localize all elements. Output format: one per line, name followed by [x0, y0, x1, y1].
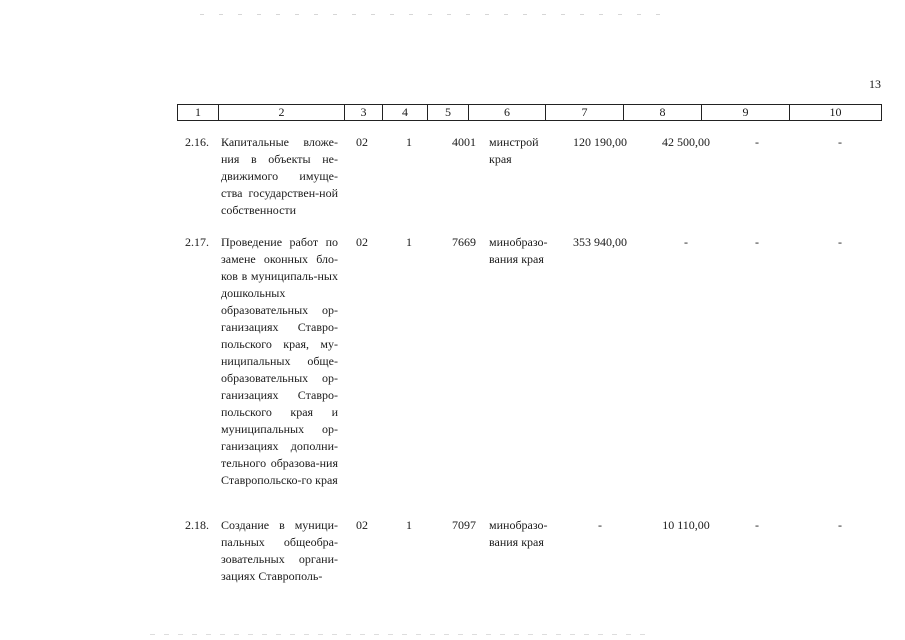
cell-col8: -: [684, 235, 688, 249]
cell-col7: -: [598, 518, 602, 532]
row-number: 2.16.: [185, 135, 209, 149]
cell-col9: -: [755, 235, 759, 249]
cell-col6: минобразо-вания края: [489, 518, 548, 549]
header-cell-6: 6: [469, 105, 546, 120]
cell-col10: -: [838, 518, 842, 532]
cell-col6: минобразо-вания края: [489, 235, 548, 266]
cell-col3: 02: [356, 235, 368, 249]
cell-col8: 42 500,00: [662, 135, 710, 149]
page-number: 13: [869, 77, 881, 91]
header-cell-8: 8: [624, 105, 702, 120]
scan-noise-bottom: [150, 634, 650, 635]
row-name: Капитальные вложе-ния в объекты не-движимого имуще-ства государствен-ной собственности: [221, 135, 338, 217]
row-number: 2.17.: [185, 235, 209, 249]
header-cell-9: 9: [702, 105, 790, 120]
cell-col3: 02: [356, 518, 368, 532]
header-cell-7: 7: [546, 105, 624, 120]
header-cell-2: 2: [219, 105, 345, 120]
header-cell-5: 5: [428, 105, 469, 120]
header-cell-10: 10: [829, 105, 842, 119]
row-name: Создание в муници-пальных общеобра-зовательных органи-зациях Ставрополь-: [221, 518, 338, 583]
scan-noise-top: [200, 14, 670, 15]
cell-col5: 7097: [452, 518, 476, 532]
cell-col8: 10 110,00: [662, 518, 710, 532]
cell-col10: -: [838, 135, 842, 149]
cell-col5: 4001: [452, 135, 476, 149]
header-cell-3: 3: [345, 105, 383, 120]
header-cell-1: 1: [178, 105, 219, 120]
cell-col7: 120 190,00: [573, 135, 627, 149]
cell-col7: 353 940,00: [573, 235, 627, 249]
row-name: Проведение работ по замене оконных бло-ков в муниципаль-ных дошкольных образовательных ор-ганизациях Ставро-польского края, му-ниципальных обще-образовательных ор-ганизациях Ставро-польского края и муниципальных ор-ганизациях дополни-тельного образова-ния Ставропольско-го края: [221, 235, 338, 487]
header-cell-4: 4: [383, 105, 428, 120]
cell-col10: -: [838, 235, 842, 249]
cell-col5: 7669: [452, 235, 476, 249]
cell-col4: 1: [406, 135, 412, 149]
cell-col9: -: [755, 518, 759, 532]
cell-col9: -: [755, 135, 759, 149]
cell-col3: 02: [356, 135, 368, 149]
table-header-row: [177, 104, 882, 121]
row-number: 2.18.: [185, 518, 209, 532]
cell-col6: минстрой края: [489, 135, 539, 166]
cell-col4: 1: [406, 518, 412, 532]
cell-col4: 1: [406, 235, 412, 249]
